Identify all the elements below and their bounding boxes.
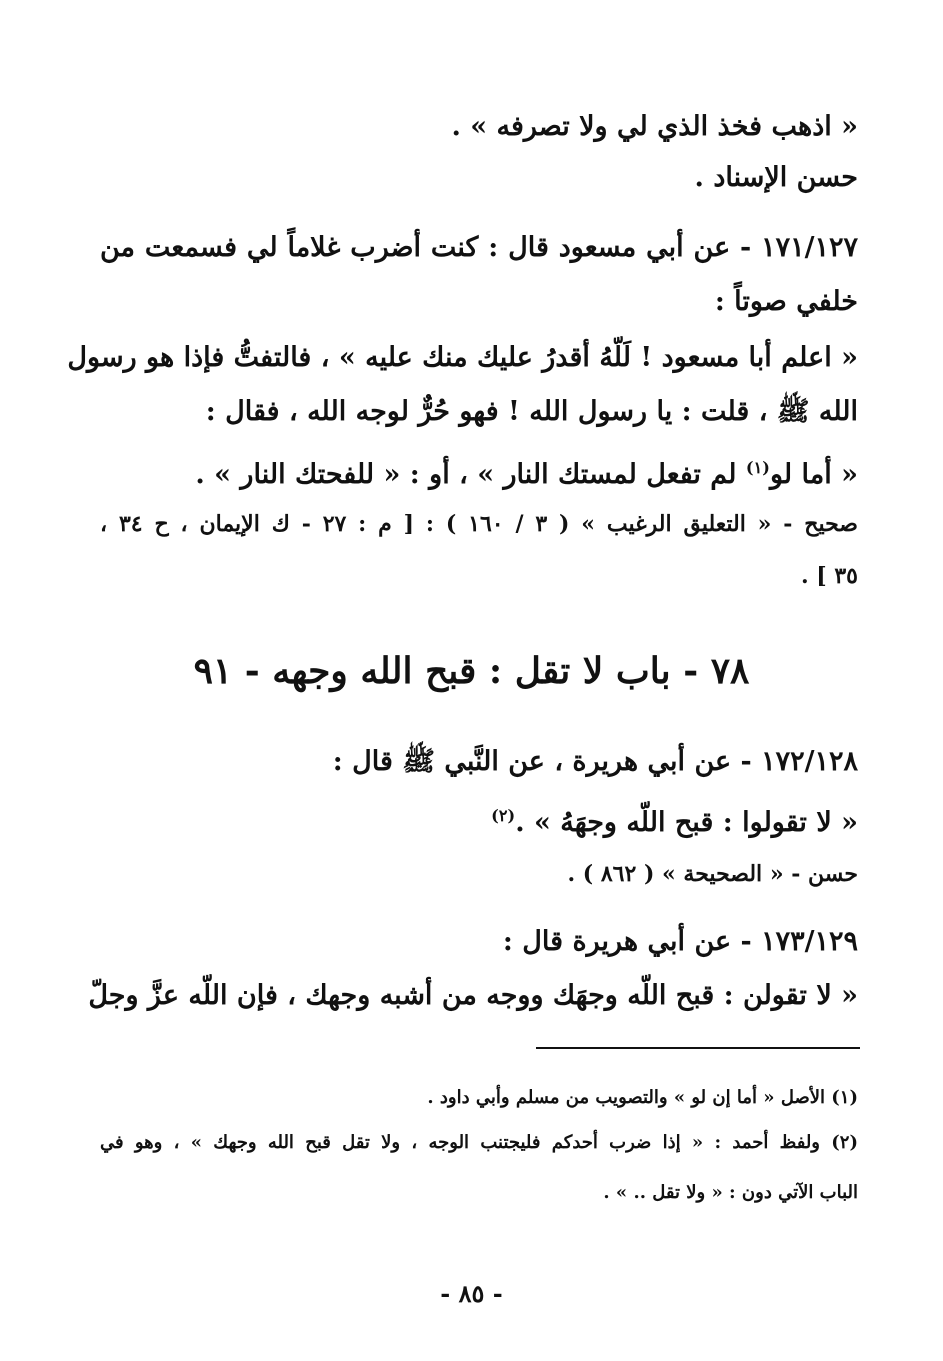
- hadith-172-grading: حسن - « الصحيحة » ( ٨٦٢ ) .: [567, 861, 858, 887]
- hadith-171-grading-cont: ٣٥ ] .: [800, 563, 858, 589]
- footnote-divider: [536, 1047, 860, 1049]
- hadith-171-line-2: خلفي صوتاً :: [714, 286, 858, 317]
- hadith-171-line-5: [195, 448, 858, 495]
- grading-note: حسن الإسناد .: [694, 162, 858, 193]
- text-line-1: « اذهب فخذ الذي لي ولا تصرفه » .: [451, 111, 858, 142]
- footnote-2-line-1: (٢) ولفظ أحمد : « إذا ضرب أحدكم فليجتنب الوجه ، ولا تقل قبح الله وجهك » ، وهو في: [100, 1132, 858, 1153]
- footnote-1: (١) الأصل « أما إن لو » والتصويب من مسلم وأبي داود .: [427, 1087, 858, 1108]
- hadith-173-line-2: « لا تقولن : قبح اللّه وجهَك ووجه من أشبه وجهك ، فإن اللّه عزَّ وجلّ: [88, 980, 858, 1011]
- hadith-172-quote: « لا تقولوا : قبح اللّه وجهَهُ » .: [515, 807, 858, 838]
- chapter-heading: ٧٨ - باب لا تقل : قبح الله وجهه - ٩١: [193, 650, 750, 692]
- hadith-171-grading: صحيح - « التعليق الرغيب » ( ٣ / ١٦٠ ) : [ م : ٢٧ - ك الإيمان ، ح ٣٤ ،: [100, 511, 858, 537]
- hadith-173-line-1: ١٧٣/١٢٩ - عن أبي هريرة قال :: [502, 926, 858, 957]
- hadith-171-line-4: الله ﷺ ، قلت : يا رسول الله ! فهو حُرٌّ لوجه الله ، فقال :: [205, 396, 858, 427]
- hadith-172-line-1: ١٧٢/١٢٨ - عن أبي هريرة ، عن النَّبي ﷺ قال :: [332, 746, 858, 777]
- footnote-2-line-2: الباب الآتي دون : « ولا تقل .. » .: [603, 1182, 858, 1203]
- footnote-ref-1: (١): [745, 458, 770, 477]
- hadith-171-line-1: ١٧١/١٢٧ - عن أبي مسعود قال : كنت أضرب غلاماً لي فسمعت من: [100, 232, 858, 263]
- hadith-172-line-2: [491, 796, 858, 843]
- page-number: - ٨٥ -: [440, 1279, 503, 1308]
- quote-end: لم تفعل لمستك النار » ، أو : « للفحتك النار » .: [195, 459, 746, 490]
- hadith-171-line-3: « اعلم أبا مسعود ! لَلّهُ أقدرُ عليك منك عليه » ، فالتفتُّ فإذا هو رسول: [67, 342, 858, 373]
- footnote-ref-2: (٢): [491, 806, 516, 825]
- quote-start: « أما لو: [769, 459, 858, 490]
